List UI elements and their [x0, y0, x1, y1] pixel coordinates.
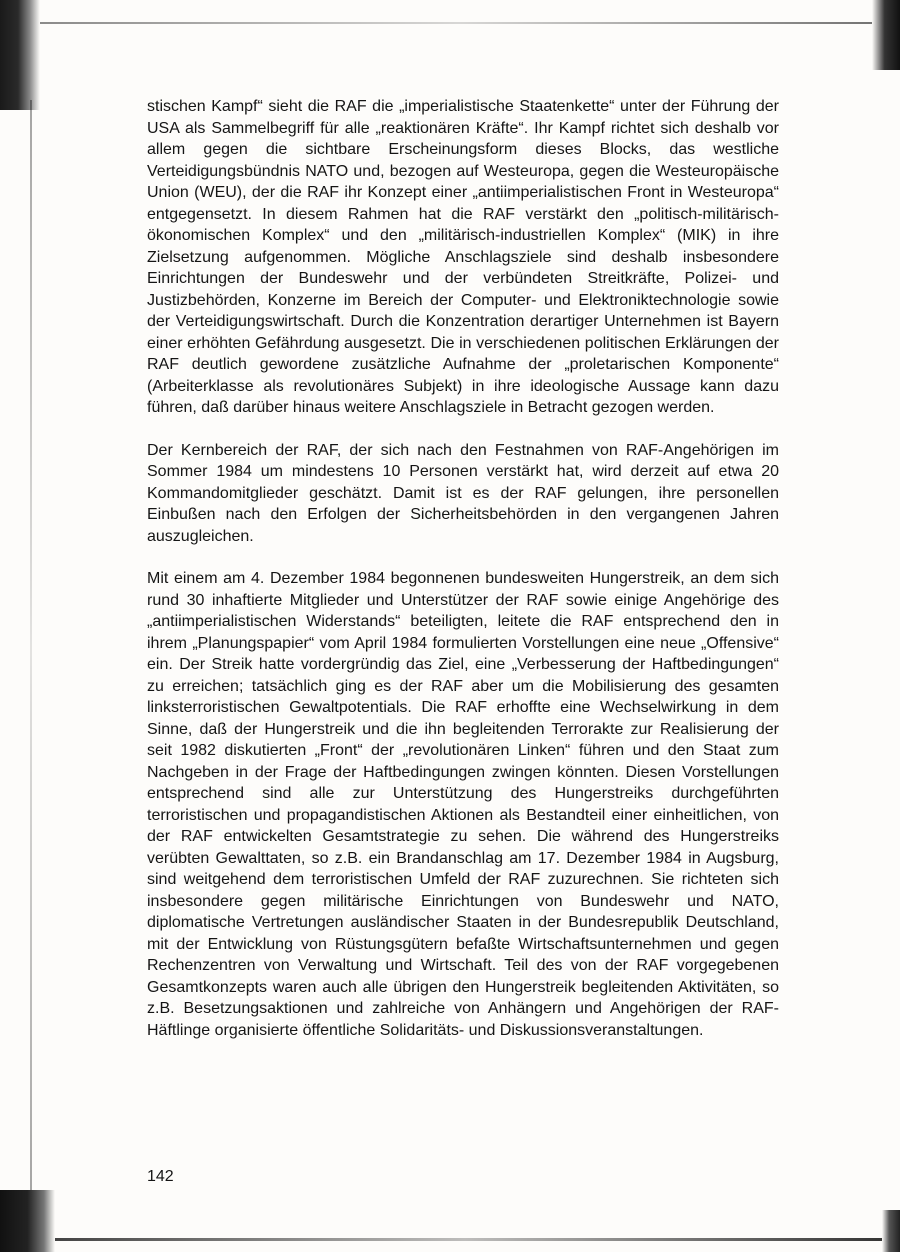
- page-number: 142: [147, 1168, 174, 1185]
- scan-edge-line: [30, 100, 32, 1200]
- paragraph: Mit einem am 4. Dezember 1984 begonnenen bundesweiten Hungerstreik, an dem sich rund 30 inhaftierte Mitglieder und Unterstützer der RAF sowie einige Angehörige des „antiimperialistischen Widerstands“ beteiligten, leitete die RAF entsprechend den in ihrem „Planungspapier“ vom April 1984 formulierten Vorstellungen eine neue „Offensive“ ein. Der Streik hatte vordergründig das Ziel, eine „Verbesserung der Haftbedingungen“ zu erreichen; tatsächlich ging es der RAF aber um die Mobilisierung des gesamten linksterroristischen Gewaltpotentials. Die RAF erhoffte eine Wechselwirkung in dem Sinne, daß der Hungerstreik und die ihn begleitenden Terrorakte zur Realisierung der seit 1982 diskutierten „Front“ der „revolutionären Linken“ führen und den Staat zum Nachgeben in der Frage der Haftbedingungen zwingen könnten. Diesen Vorstellungen entsprechend sind alle zur Unterstützung des Hungerstreiks durchgeführten terroristischen und propagandistischen Aktionen als Bestandteil einer einheitlichen, von der RAF entwickelten Gesamtstrategie zu sehen. Die während des Hungerstreiks verübten Gewalttaten, so z.B. ein Brandanschlag am 17. Dezember 1984 in Augsburg, sind weitgehend dem terroristischen Umfeld der RAF zuzurechnen. Sie richteten sich insbesondere gegen militärische Einrichtungen von Bundeswehr und NATO, diplomatische Vertretungen ausländischer Staaten in der Bundesrepublik Deutschland, mit der Entwicklung von Rüstungsgütern befaßte Wirtschaftsunternehmen und gegen Rechenzentren von Verwaltung und Wirtschaft. Teil des von der RAF vorgegebenen Gesamtkonzepts waren auch alle übrigen den Hungerstreik begleitenden Aktivitäten, so z.B. Besetzungsaktionen und zahlreiche von Anhängern und Angehörigen der RAF-Häftlinge organisierte öffentliche Solidaritäts- und Diskussionsveranstaltungen.: [147, 570, 779, 1039]
- paragraph: stischen Kampf“ sieht die RAF die „imperialistische Staatenkette“ unter der Führung der USA als Sammelbegriff für alle „reaktionären Kräfte“. Ihr Kampf richtet sich deshalb vor allem gegen die sichtbare Erscheinungsform dieses Blocks, das westliche Verteidigungsbündnis NATO und, bezogen auf Westeuropa, gegen die Westeuropäische Union (WEU), der die RAF ihr Konzept einer „antiimperialistischen Front in Westeuropa“ entgegensetzt. In diesem Rahmen hat die RAF verstärkt den „politisch-militärisch-ökonomischen Komplex“ und den „militärisch-industriellen Komplex“ (MIK) in ihre Zielsetzung aufgenommen. Mögliche Anschlagsziele sind deshalb insbesondere Einrichtungen der Bundeswehr und der verbündeten Streitkräfte, Polizei- und Justizbehörden, Konzerne im Bereich der Computer- und Elektroniktechnologie sowie der Verteidigungswirtschaft. Durch die Konzentration derartiger Unternehmen ist Bayern einer erhöhten Gefährdung ausgesetzt. Die in verschiedenen politischen Erklärungen der RAF deutlich gewordene zusätzliche Aufnahme der „proletarischen Komponente“ (Arbeiterklasse als revolutionäres Subjekt) in ihre ideologische Aussage kann dazu führen, daß darüber hinaus weitere Anschlagsziele in Betracht gezogen werden.: [147, 98, 779, 416]
- scan-edge-shadow: [872, 0, 900, 70]
- scan-edge-line: [40, 22, 880, 24]
- scan-edge-shadow: [882, 1210, 900, 1252]
- body-text: [147, 96, 779, 1062]
- scan-edge-line: [40, 1238, 890, 1241]
- scan-edge-shadow: [0, 1190, 55, 1252]
- scan-edge-shadow: [0, 0, 40, 110]
- paragraph: Der Kernbereich der RAF, der sich nach den Festnahmen von RAF-Angehörigen im Sommer 1984 um mindestens 10 Personen verstärkt hat, wird derzeit auf etwa 20 Kommandomitglieder geschätzt. Damit ist es der RAF gelungen, ihre personellen Einbußen nach den Erfolgen der Sicherheitsbehörden in den vergangenen Jahren auszugleichen.: [147, 441, 779, 545]
